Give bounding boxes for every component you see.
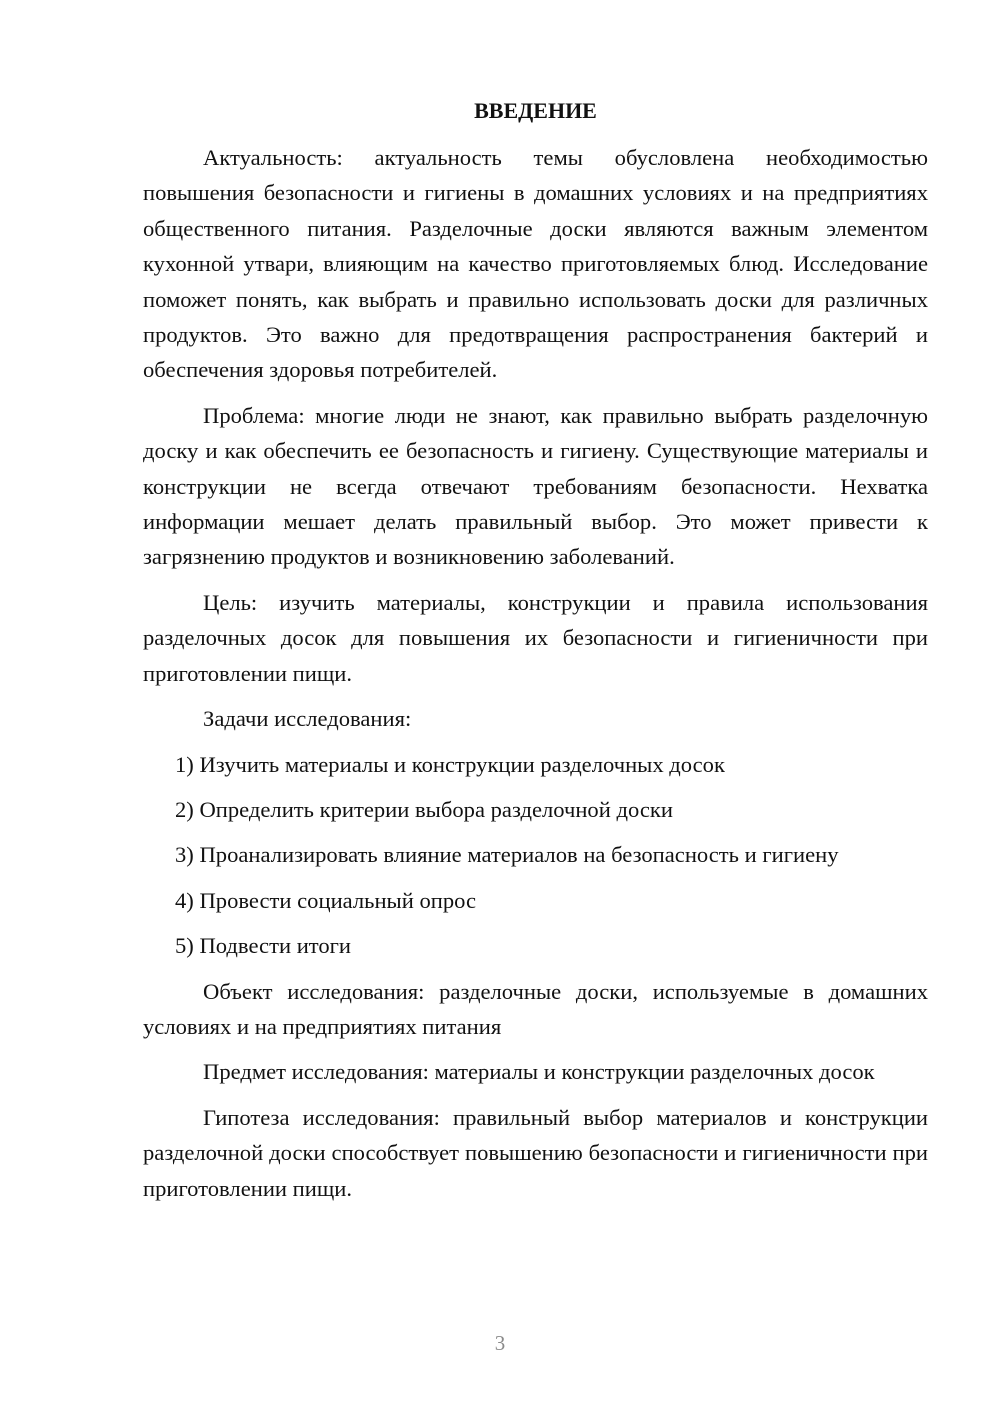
relevance-paragraph: Актуальность: актуальность темы обусловлена необходимостью повышения безопасности и гигиены в домашних условиях и на предприятиях общественного питания. Разделочные доски являются важным элементом кухонной утвари, влияющим на качество приготовляемых блюд. Исследование поможет понять, как выбрать и правильно использовать доски для различных продуктов. Это важно для предотвращения распространения бактерий и обеспечения здоровья потребителей. (143, 145, 928, 383)
tasks-list (143, 747, 928, 964)
subject-paragraph: Предмет исследования: материалы и конструкции разделочных досок (203, 1059, 875, 1085)
object-paragraph: Объект исследования: разделочные доски, используемые в домашних условиях и на предприятиях питания (143, 978, 928, 1039)
list-item: 3) Проанализировать влияние материалов на безопасность и гигиену (175, 842, 839, 868)
goal-paragraph: Цель: изучить материалы, конструкции и правила использования разделочных досок для повышения их безопасности и гигиеничности при приготовлении пищи. (143, 589, 928, 686)
text-column (143, 94, 928, 1216)
list-item: 1) Изучить материалы и конструкции разделочных досок (175, 751, 725, 777)
hypothesis-paragraph: Гипотеза исследования: правильный выбор материалов и конструкции разделочной доски способствует повышению безопасности и гигиеничности при приготовлении пищи. (143, 1104, 928, 1201)
problem-paragraph: Проблема: многие люди не знают, как правильно выбрать разделочную доску и как обеспечить ее безопасность и гигиену. Существующие материалы и конструкции не всегда отвечают требованиям безопасности. Нехватка информации мешает делать правильный выбор. Это может привести к загрязнению продуктов и возникновению заболеваний. (143, 402, 928, 570)
tasks-heading: Задачи исследования: (203, 706, 412, 732)
page-title: ВВЕДЕНИЕ (474, 98, 597, 123)
list-item: 5) Подвести итоги (175, 933, 352, 959)
page-number: 3 (494, 1331, 506, 1355)
list-item: 2) Определить критерии выбора разделочной доски (175, 796, 673, 822)
list-item: 4) Провести социальный опрос (175, 887, 477, 913)
